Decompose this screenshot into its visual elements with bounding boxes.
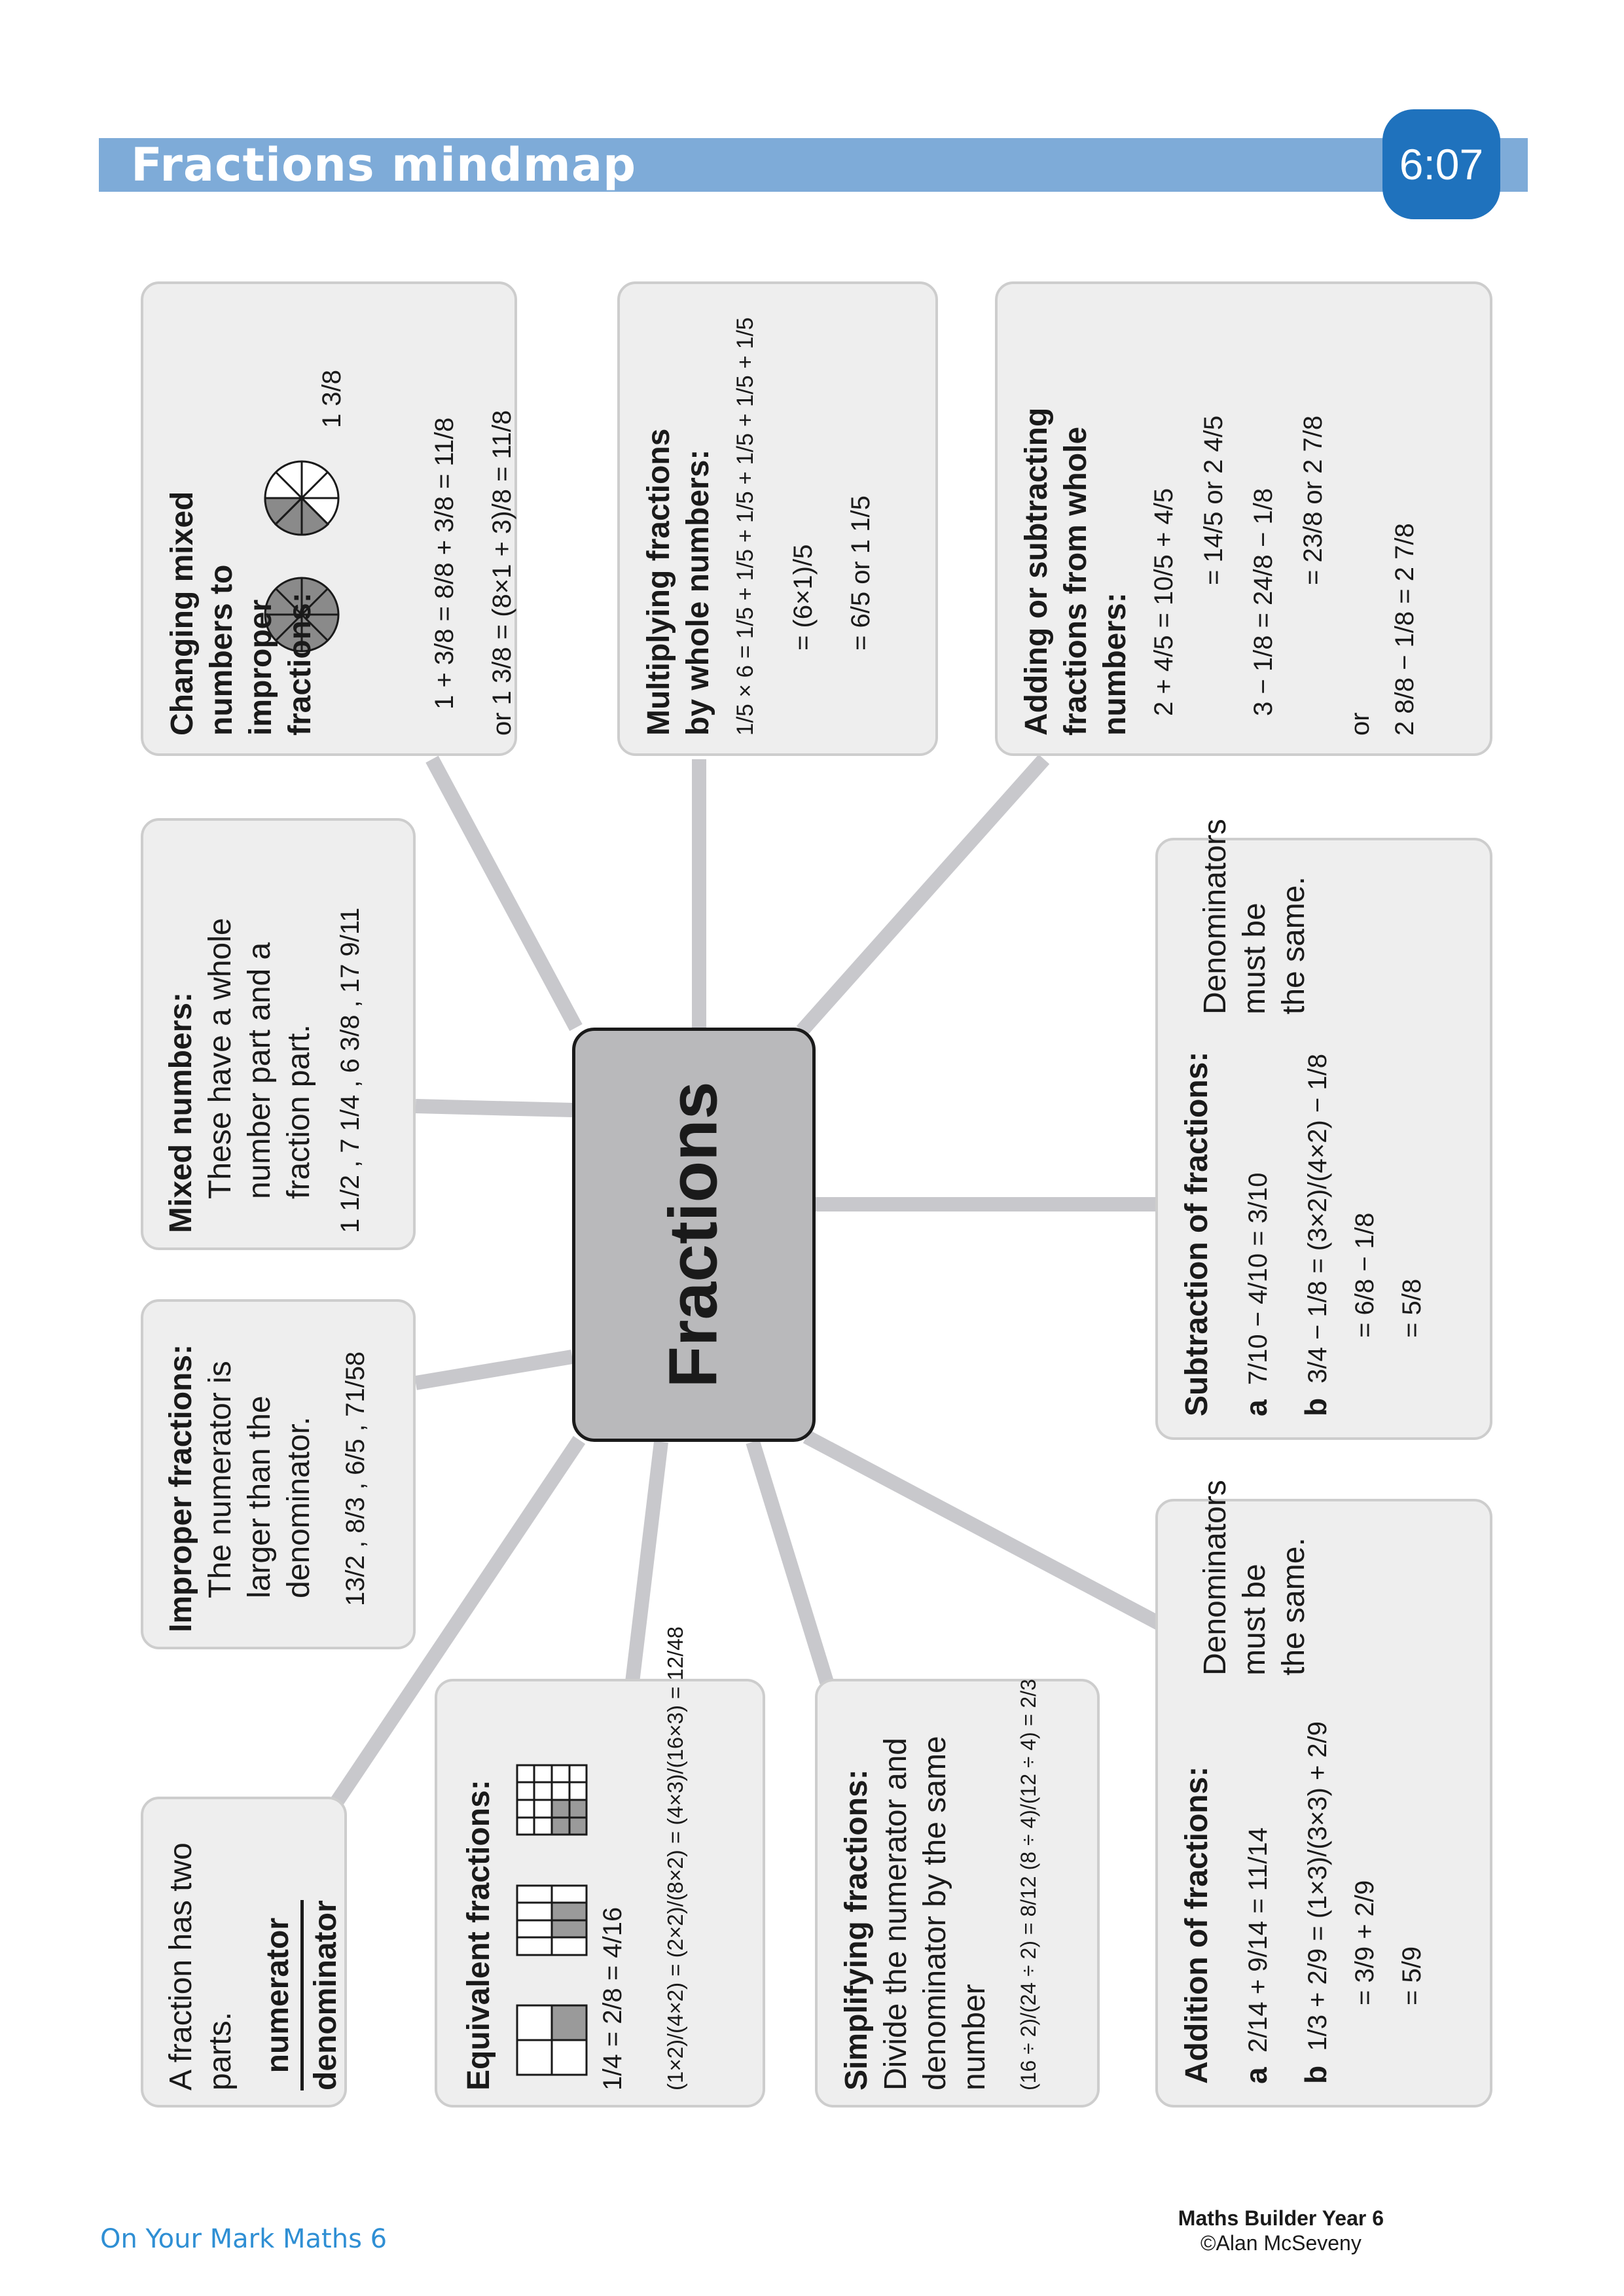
changing-line-2: or 1 3/8 = (8×1 + 3)/8 = 11/8 xyxy=(488,410,516,736)
equivalent-line-1: 1/4 = 2/8 = 4/16 xyxy=(598,1907,627,2090)
adding-whole-line-4: = 23/8 or 2 7/8 xyxy=(1299,415,1327,585)
subtraction-a-line: 7/10 − 4/10 = 3/10 xyxy=(1244,1172,1272,1386)
parts-text: A fraction has two parts. xyxy=(164,1842,238,2090)
subtraction-b-line-3: = 5/8 xyxy=(1398,1278,1426,1338)
box-addition-fractions xyxy=(1155,1480,1492,2108)
numerator-label: numerator xyxy=(261,1917,295,2073)
subtraction-b-label: b xyxy=(1299,1397,1333,1416)
equivalent-line-2: (1×2)/(4×2) = (2×2)/(8×2) = (4×3)/(16×3) = 12/48 xyxy=(663,1626,687,2090)
addition-title: Addition of fractions: xyxy=(1180,1766,1214,2084)
improper-text: The numerator is larger than the denominator. xyxy=(203,1361,316,1598)
addition-note: Denominators must be the same. xyxy=(1198,1480,1311,1676)
box-equivalent-fractions xyxy=(435,1626,765,2108)
center-label: Fractions xyxy=(655,1081,732,1388)
footer-book-title: On Your Mark Maths 6 xyxy=(100,2224,388,2254)
fraction-bar xyxy=(300,1900,304,2090)
simplifying-title: Simplifying fractions: xyxy=(839,1769,874,2090)
connector-equivalent xyxy=(632,1442,661,1682)
page-title: Fractions mindmap xyxy=(131,138,637,192)
addition-b-line-2: = 3/9 + 2/9 xyxy=(1350,1880,1379,2005)
addition-b-line-3: = 5/9 xyxy=(1398,1946,1426,2005)
footer-copyright: ©Alan McSeveny xyxy=(1200,2231,1362,2255)
multiplying-line-2: = (6×1)/5 xyxy=(789,544,818,651)
equivalent-title: Equivalent fractions: xyxy=(461,1780,496,2090)
multiplying-title: Multiplying fractions by whole numbers: xyxy=(641,428,715,736)
changing-figure-label: 1 3/8 xyxy=(317,370,346,428)
changing-title: Changing mixed numbers to improper fractions: xyxy=(165,491,317,736)
connector-adding-whole xyxy=(802,759,1044,1031)
adding-whole-line-2: = 14/5 or 2 4/5 xyxy=(1199,415,1228,585)
subtraction-a-label: a xyxy=(1239,1399,1273,1416)
multiplying-line-3: = 6/5 or 1 1/5 xyxy=(846,495,875,651)
box-mixed-numbers xyxy=(141,818,416,1250)
connector-improper xyxy=(416,1357,572,1383)
addition-b-line-1: 1/3 + 2/9 = (1×3)/(3×3) + 2/9 xyxy=(1303,1721,1332,2051)
mixed-text: These have a whole number part and a fraction part. xyxy=(203,918,316,1199)
connector-addition xyxy=(806,1437,1159,1623)
center-node xyxy=(572,1028,816,1442)
subtraction-note: Denominators must be the same. xyxy=(1198,819,1311,1014)
connector-changing xyxy=(432,759,576,1028)
mixed-title: Mixed numbers: xyxy=(164,992,198,1233)
adding-whole-line-1: 2 + 4/5 = 10/5 + 4/5 xyxy=(1149,488,1178,716)
subtraction-title: Subtraction of fractions: xyxy=(1180,1051,1214,1416)
box-changing-mixed-numbers xyxy=(141,281,517,756)
box-adding-whole-numbers xyxy=(995,281,1492,756)
footer-series: Maths Builder Year 6 xyxy=(1178,2206,1384,2230)
adding-whole-line-3: 3 − 1/8 = 24/8 − 1/8 xyxy=(1249,488,1278,716)
denominator-label: denominator xyxy=(308,1900,343,2090)
improper-title: Improper fractions: xyxy=(164,1344,198,1632)
page-number-badge: 6:07 xyxy=(1382,109,1500,219)
mixed-examples: 1 1/2 , 7 1/4 , 6 3/8 , 17 9/11 xyxy=(336,907,365,1233)
connector-mixed xyxy=(416,1106,572,1110)
changing-line-1: 1 + 3/8 = 8/8 + 3/8 = 11/8 xyxy=(430,417,459,709)
connector-simplifying xyxy=(753,1442,827,1682)
simplifying-line-1: (16 ÷ 2)/(24 ÷ 2) = 8/12 (8 ÷ 4)/(12 ÷ 4) = 2/3 xyxy=(1017,1679,1040,2090)
box-simplifying-fractions xyxy=(815,1679,1100,2108)
adding-whole-line-6: 2 8/8 − 1/8 = 2 7/8 xyxy=(1390,523,1419,736)
multiplying-line-1: 1/5 × 6 = 1/5 + 1/5 + 1/5 + 1/5 + 1/5 + 1/5 xyxy=(732,317,758,736)
footer-credit xyxy=(1178,2206,1384,2255)
addition-a-line: 2/14 + 9/14 = 11/14 xyxy=(1244,1827,1272,2053)
box-subtraction-fractions xyxy=(1155,819,1492,1440)
addition-b-label: b xyxy=(1299,2065,1333,2084)
improper-examples: 13/2 , 8/3 , 6/5 , 71/58 xyxy=(341,1351,370,1606)
box-fraction-parts xyxy=(141,1797,347,2108)
adding-whole-title: Adding or subtracting fractions from whole numbers: xyxy=(1019,407,1132,736)
simplifying-text: Divide the numerator and denominator by the same number xyxy=(878,1736,992,2090)
adding-whole-line-5: or xyxy=(1346,712,1375,736)
box-multiplying-fractions xyxy=(617,281,938,756)
subtraction-b-line-2: = 6/8 − 1/8 xyxy=(1350,1212,1379,1338)
subtraction-b-line-1: 3/4 − 1/8 = (3×2)/(4×2) − 1/8 xyxy=(1303,1053,1332,1384)
addition-a-label: a xyxy=(1239,2067,1273,2084)
box-improper-fractions xyxy=(141,1299,416,1649)
